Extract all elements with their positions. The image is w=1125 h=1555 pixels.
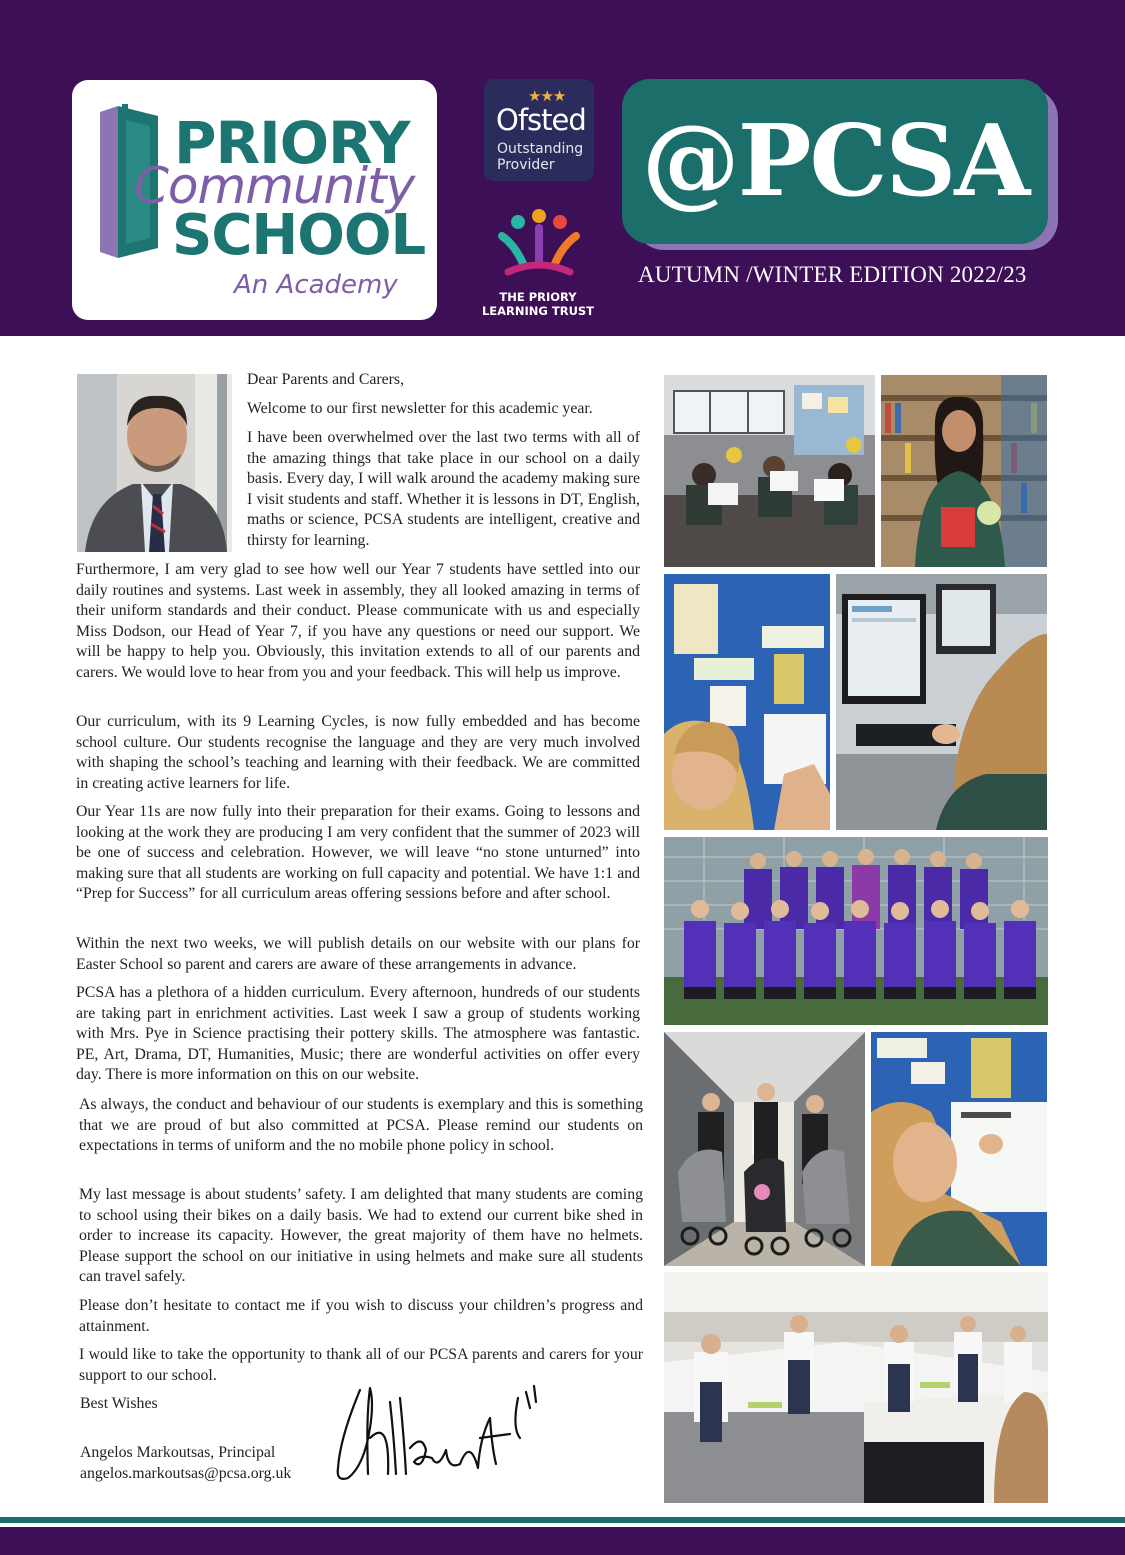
letter-paragraph-9: My last message is about students’ safety. I am delighted that many students are coming to school using their bikes on a daily basis. We had to extend our current bike shed in order to increase its capacity. However, the great majority of them have no helmets. Please support the school on our initiative in using helmets and make sure all students can travel safely. <box>79 1186 643 1285</box>
letter-paragraph-3: Furthermore, I am very glad to see how well our Year 7 students have settled into our daily routines and systems. Last week in assembly, they all looked amazing in terms of their uniform standards and their conduct. Please communicate with us and especially Miss Dodson, our Head of Year 7, if you have any questions or need our support. We will be happy to help you. Obviously, this invitation extends to all of our parents and carers. We would love to hear from you and your feedback. This will help us improve. <box>76 561 640 681</box>
logo-word-school: SCHOOL <box>172 203 426 268</box>
letter-signatory: Angelos Markoutsas, Principal <box>80 1444 276 1461</box>
trust-name-line1: THE PRIORY <box>499 290 577 304</box>
masthead-title: @PCSA <box>622 79 1048 244</box>
ofsted-badge <box>484 79 594 181</box>
letter-paragraph-5: Our Year 11s are now fully into their preparation for their exams. Going to lessons and looking at the work they are producing I am very confident that the summer of 2023 will be one of success and celebration. However, we will leave “no stone unturned” into making sure that all students are working on full capacity and potential. We have 1:1 and “Prep for Success” for all curriculum areas offering sessions before and after school. <box>76 803 640 902</box>
footer-band <box>0 1527 1125 1555</box>
photo-library-student <box>881 375 1047 567</box>
photo-classroom-students <box>664 375 875 567</box>
trust-name-line2: LEARNING TRUST <box>481 304 595 318</box>
logo-word-community: Community <box>134 157 415 215</box>
signature-image <box>330 1378 560 1488</box>
school-logo <box>72 80 437 320</box>
photo-positivity-board <box>664 574 830 830</box>
ofsted-rating-line2: Provider <box>497 157 555 173</box>
logo-tagline: An Academy <box>234 270 398 300</box>
photo-football-team <box>664 837 1048 1025</box>
letter-paragraph-1: Welcome to our first newsletter for this academic year. <box>247 400 593 417</box>
photo-corridor-buggies <box>664 1032 865 1266</box>
trust-name <box>480 290 596 318</box>
ofsted-stars-icon: ★★★ <box>528 87 566 105</box>
ofsted-rating-line1: Outstanding <box>497 141 584 157</box>
letter-paragraph-2: I have been overwhelmed over the last two terms with all of the amazing things that take place in our school on a daily basis. Every day, I will walk around the academy making sure I visit students and staff. Whether it is lessons in DT, English, maths or science, PCSA students are intelligent, creative and thirsty for learning. <box>247 429 640 549</box>
footer-stripe-teal <box>0 1517 1125 1523</box>
masthead-banner <box>0 0 1125 336</box>
principal-portrait <box>77 374 232 552</box>
letter-closing: Best Wishes <box>80 1395 158 1412</box>
trust-figures-icon <box>494 206 584 286</box>
edition-label: AUTUMN /WINTER EDITION 2022/23 <box>638 262 1027 287</box>
letter-paragraph-7: PCSA has a plethora of a hidden curriculum. Every afternoon, hundreds of our students are taking part in enrichment activities. Last week I saw a group of students working with Mrs. Pye in Science practising their pottery skills. The atmosphere was fantastic. PE, Art, Drama, DT, Humanities, Music; there are wonderful activities on offer every day. There is more information on this on our website. <box>76 984 640 1083</box>
photo-food-tech-class <box>664 1272 1048 1503</box>
letter-paragraph-6: Within the next two weeks, we will publish details on our website with our plans for Easter School so parent and carers are aware of these arrangements in advance. <box>76 935 640 973</box>
ofsted-name: Ofsted <box>496 103 586 137</box>
letter-salutation: Dear Parents and Carers, <box>247 371 405 388</box>
letter-paragraph-8: As always, the conduct and behaviour of our students is exemplary and this is something that we are proud of but also committed at PCSA. Please remind our students on expectations in terms of uniform and the no mobile phone policy in school. <box>79 1096 643 1154</box>
letter-paragraph-11: I would like to take the opportunity to thank all of our PCSA parents and carers for your support to our school. <box>79 1346 643 1384</box>
letter-paragraph-4: Our curriculum, with its 9 Learning Cycles, is now fully embedded and has become school culture. Our students recognise the language and they are very much involved with shaping the school’s teaching and learning with their feedback. We are committed in creating active learners for life. <box>76 713 640 792</box>
letter-paragraph-10: Please don’t hesitate to contact me if you wish to discuss your children’s progress and attainment. <box>79 1297 643 1335</box>
ofsted-rating <box>497 141 583 173</box>
photo-student-writing <box>871 1032 1047 1266</box>
principal-email[interactable]: angelos.markoutsas@pcsa.org.uk <box>80 1465 292 1482</box>
logo-word-priory: PRIORY <box>174 109 410 177</box>
photo-computer-student <box>836 574 1047 830</box>
